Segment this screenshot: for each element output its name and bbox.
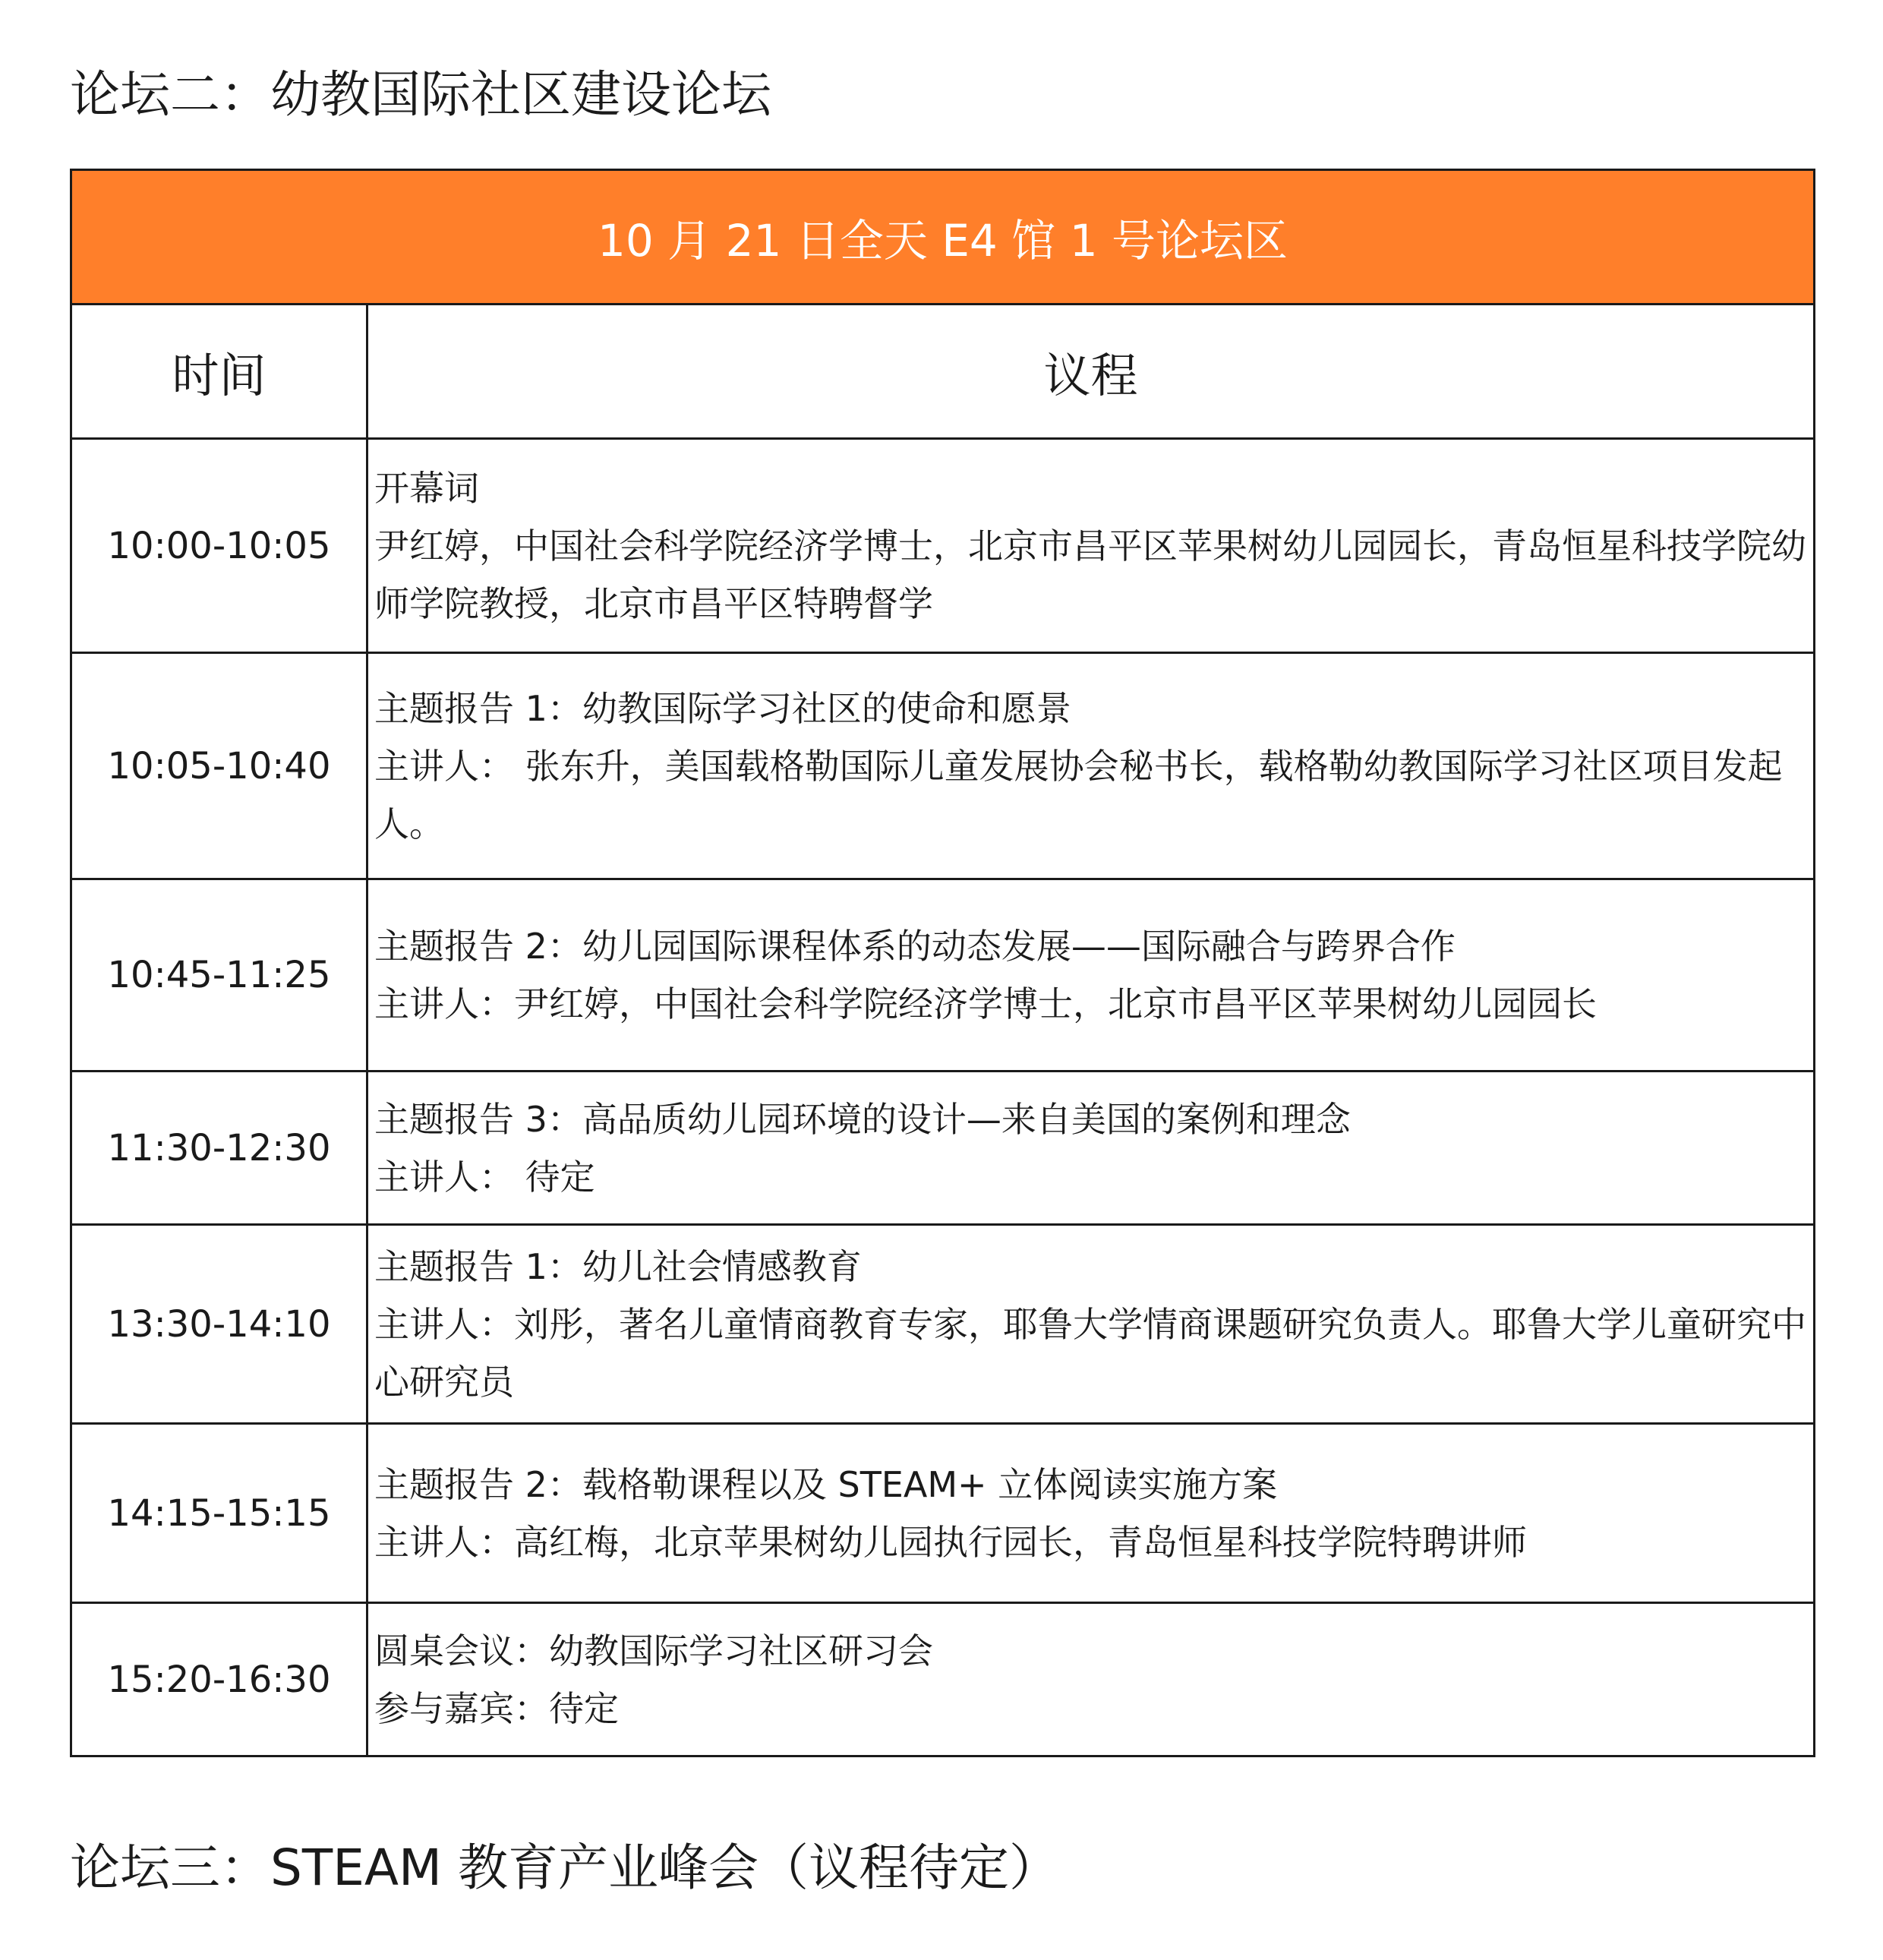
time-cell: 11:30-12:30: [71, 1072, 367, 1225]
table-row: [71, 439, 1815, 653]
time-cell: 14:15-15:15: [71, 1424, 367, 1603]
agenda-column-header: 议程: [367, 305, 1815, 439]
agenda-title: 圆桌会议：幼教国际学习社区研习会: [374, 1630, 933, 1671]
agenda-cell: [367, 1225, 1815, 1424]
table-row: [71, 1072, 1815, 1225]
time-cell: 10:05-10:40: [71, 653, 367, 879]
time-cell: 10:00-10:05: [71, 439, 367, 653]
table-row: [71, 1225, 1815, 1424]
table-row: [71, 1424, 1815, 1603]
agenda-speaker: 主讲人： 待定: [374, 1156, 595, 1198]
schedule-banner: 10 月 21 日全天 E4 馆 1 号论坛区: [71, 170, 1815, 305]
agenda-speaker: 主讲人：高红梅，北京苹果树幼儿园执行园长，青岛恒星科技学院特聘讲师: [374, 1521, 1527, 1563]
time-cell: 15:20-16:30: [71, 1603, 367, 1756]
banner-row: [71, 170, 1815, 305]
agenda-cell: [367, 1072, 1815, 1225]
agenda-title: 主题报告 2：载格勒课程以及 STEAM+ 立体阅读实施方案: [374, 1463, 1278, 1505]
agenda-cell: [367, 879, 1815, 1072]
agenda-speaker: 尹红婷，中国社会科学院经济学博士，北京市昌平区苹果树幼儿园园长，青岛恒星科技学院幼师学院教授，北京市昌平区特聘督学: [374, 525, 1806, 624]
agenda-speaker: 主讲人： 张东升，美国载格勒国际儿童发展协会秘书长，载格勒幼教国际学习社区项目发起人。: [374, 745, 1783, 844]
agenda-cell: [367, 439, 1815, 653]
time-cell: 10:45-11:25: [71, 879, 367, 1072]
agenda-title: 主题报告 1：幼儿社会情感教育: [374, 1245, 862, 1287]
column-header-row: [71, 305, 1815, 439]
time-cell: 13:30-14:10: [71, 1225, 367, 1424]
agenda-cell: [367, 1603, 1815, 1756]
agenda-title: 主题报告 3：高品质幼儿园环境的设计—来自美国的案例和理念: [374, 1098, 1351, 1140]
agenda-title: 主题报告 2：幼儿园国际课程体系的动态发展——国际融合与跨界合作: [374, 926, 1456, 967]
table-row: [71, 653, 1815, 879]
agenda-speaker: 主讲人：刘彤，著名儿童情商教育专家，耶鲁大学情商课题研究负责人。耶鲁大学儿童研究中心研究员: [374, 1303, 1806, 1403]
schedule-table: [70, 169, 1815, 1757]
time-column-header: 时间: [71, 305, 367, 439]
table-row: [71, 1603, 1815, 1756]
agenda-cell: [367, 1424, 1815, 1603]
forum-2-heading: 论坛二：幼教国际社区建设论坛: [70, 65, 771, 124]
agenda-speaker: 主讲人：尹红婷，中国社会科学院经济学博士，北京市昌平区苹果树幼儿园园长: [374, 983, 1597, 1024]
table-row: [71, 879, 1815, 1072]
agenda-title: 开幕词: [374, 467, 479, 509]
agenda-title: 主题报告 1：幼教国际学习社区的使命和愿景: [374, 687, 1071, 729]
agenda-speaker: 参与嘉宾：待定: [374, 1687, 619, 1729]
forum-3-heading: 论坛三：STEAM 教育产业峰会（议程待定）: [70, 1838, 1059, 1897]
agenda-cell: [367, 653, 1815, 879]
